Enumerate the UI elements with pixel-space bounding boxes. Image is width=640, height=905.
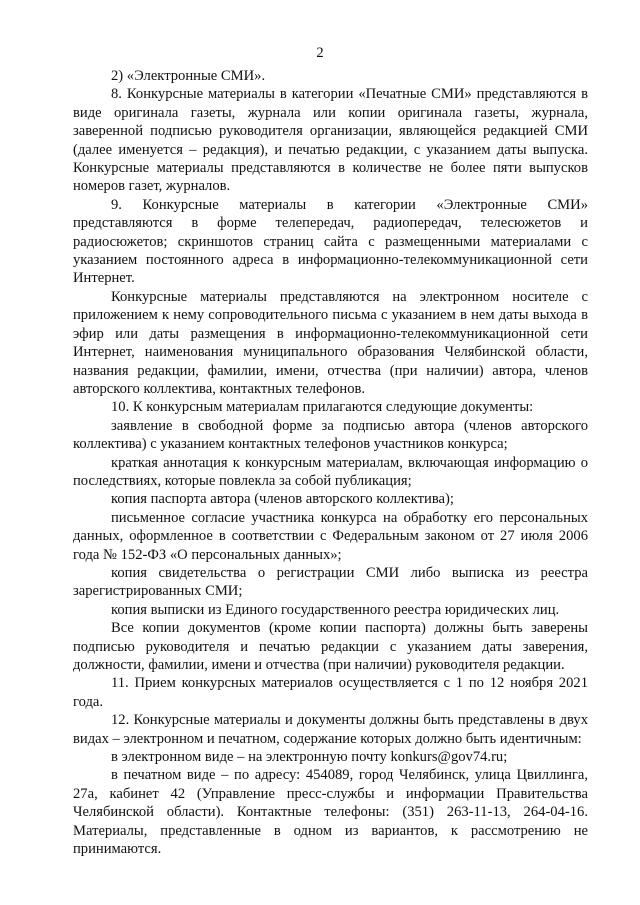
document-body bbox=[73, 67, 588, 858]
paragraph-clause-12: 12. Конкурсные материалы и документы должны быть представлены в двух видах – электронном и печатном, содержание которых должно быть идентичным: bbox=[73, 712, 588, 747]
paragraph-passport-copy: копия паспорта автора (членов авторского коллектива); bbox=[111, 491, 454, 508]
paragraph-annotation: краткая аннотация к конкурсным материалам, включающая информацию о последствиях, которые повлекла за собой публикация; bbox=[73, 454, 588, 489]
paragraph-clause-9: 9. Конкурсные материалы в категории «Электронные СМИ» представляются в форме телепередач, радиопередач, телесюжетов и радиосюжетов; скриншотов страниц сайта с размещенными материалами с указанием постоянного адреса в информационно-телекоммуникационной сети Интернет. bbox=[73, 196, 588, 287]
page-number: 2 bbox=[316, 45, 324, 61]
paragraph-egrul-copy: копия выписки из Единого государственного реестра юридических лиц. bbox=[111, 601, 560, 618]
paragraph-electronic-media: Конкурсные материалы представляются на электронном носителе с приложением к нему сопроводительного письма с указанием в нем даты выхода в эфир или даты размещения в информационно-телекоммуникационной сети Интернет, наименования муниципального образования Челябинской области, названия редакции, фамилии, имени, отчества (при наличии) автора, членов авторского коллектива, контактных телефонов. bbox=[73, 288, 588, 397]
paragraph-clause-10: 10. К конкурсным материалам прилагаются следующие документы: bbox=[111, 399, 534, 416]
paragraph-clause-8: 8. Конкурсные материалы в категории «Печатные СМИ» представляются в виде оригинала газеты, журнала или копии оригинала газеты, журнала, заверенной подписью руководителя организации, являющейся редакцией СМИ (далее именуется – редакция), и печатью редакции, с указанием даты выпуска. Конкурсные материалы представляются в количестве не более пяти выпусков номеров газет, журналов. bbox=[73, 86, 588, 195]
paragraph-application: заявление в свободной форме за подписью автора (членов авторского коллектива) с указанием контактных телефонов участников конкурса; bbox=[73, 417, 588, 453]
paragraph-certification: Все копии документов (кроме копии паспорта) должны быть заверены подписью руководителя и печатью редакции с указанием даты заверения, должности, фамилии, имени и отчества (при наличии) руководителя редакции. bbox=[73, 620, 588, 673]
paragraph-registration-copy: копия свидетельства о регистрации СМИ либо выписка из реестра зарегистрированных СМИ; bbox=[73, 564, 588, 600]
paragraph-consent: письменное согласие участника конкурса на обработку его персональных данных, оформленное в соответствии с Федеральным законом от 27 июля 2006 года № 152-ФЗ «О персональных данных»; bbox=[73, 509, 588, 563]
paragraph-electronic-form: в электронном виде – на электронную почту konkurs@gov74.ru; bbox=[111, 749, 508, 766]
paragraph-item-2: 2) «Электронные СМИ». bbox=[111, 68, 266, 84]
paragraph-print-form: в печатном виде – по адресу: 454089, город Челябинск, улица Цвиллинга, 27а, кабинет 42 (Управление пресс-службы и информации Правительства Челябинской области). Контактные телефоны: (351) 263-11-13, 264-04-16. Материалы, представленные в одном из вариантов, к рассмотрению не принимаются. bbox=[73, 767, 588, 858]
paragraph-clause-11: 11. Прием конкурсных материалов осуществляется с 1 по 12 ноября 2021 года. bbox=[73, 675, 588, 710]
